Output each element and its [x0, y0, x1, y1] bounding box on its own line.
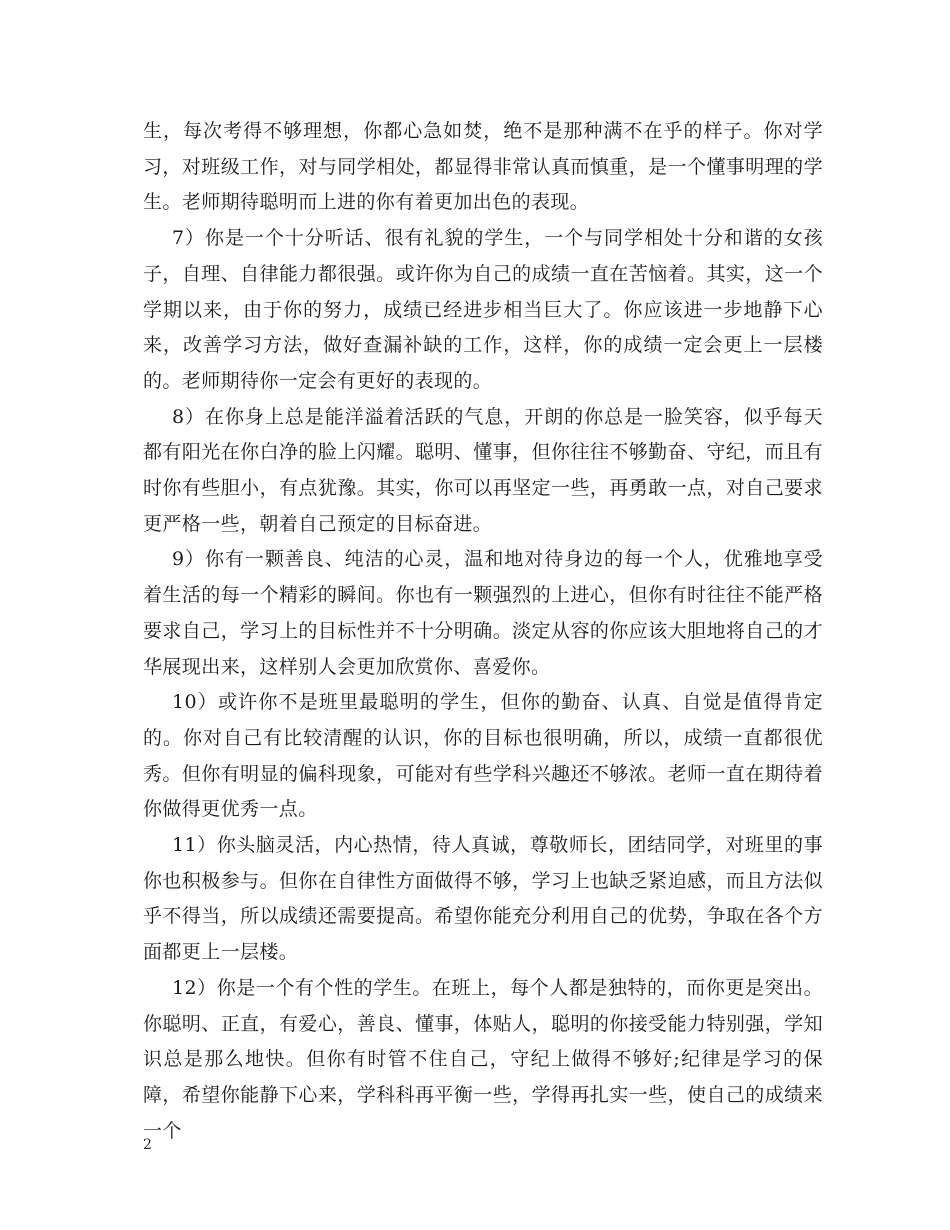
paragraph-comment-12: 12）你是一个有个性的学生。在班上，每个人都是独特的，而你更是突出。你聪明、正直，有爱心，善良、懂事，体贴人，聪明的你接受能力特别强，学知识总是那么地快。但你有时管不住自己，守纪上做得不够好;纪律是学习的保障，希望你能静下心来，学科科再平衡一些，学得再扎实一些，使自己的成绩来一个 [143, 976, 823, 1142]
document-body [143, 114, 823, 1149]
paragraph-comment-7: 7）你是一个十分听话、很有礼貌的学生，一个与同学相处十分和谐的女孩子，自理、自律能力都很强。或许你为自己的成绩一直在苦恼着。其实，这一个学期以来，由于你的努力，成绩已经进步相当巨大了。你应该进一步地静下心来，改善学习方法，做好查漏补缺的工作，这样，你的成绩一定会更上一层楼的。老师期待你一定会有更好的表现的。 [143, 227, 823, 392]
paragraph-comment-11: 11）你头脑灵活，内心热情，待人真诚，尊敬师长，团结同学，对班里的事你也积极参与。但你在自律性方面做得不够，学习上也缺乏紧迫感，而且方法似乎不得当，所以成绩还需要提高。希望你能充分利用自己的优势，争取在各个方面都更上一层楼。 [143, 834, 823, 964]
paragraph-comment-9: 9）你有一颗善良、纯洁的心灵，温和地对待身边的每一个人，优雅地享受着生活的每一个精彩的瞬间。你也有一颗强烈的上进心，但你有时往往不能严格要求自己，学习上的目标性并不十分明确。淡定从容的你应该大胆地将自己的才华展现出来，这样别人会更加欣赏你、喜爱你。 [143, 548, 823, 678]
paragraph-continuation: 生，每次考得不够理想，你都心急如焚，绝不是那种满不在乎的样子。你对学习，对班级工作，对与同学相处，都显得非常认真而慎重，是一个懂事明理的学生。老师期待聪明而上进的你有着更加出色的表现。 [143, 120, 823, 214]
paragraph-comment-10: 10）或许你不是班里最聪明的学生，但你的勤奋、认真、自觉是值得肯定的。你对自己有比较清醒的认识，你的目标也很明确，所以，成绩一直都很优秀。但你有明显的偏科现象，可能对有些学科兴趣还不够浓。老师一直在期待着你做得更优秀一点。 [143, 691, 823, 821]
page-number: 2 [143, 1137, 152, 1153]
paragraph-comment-8: 8）在你身上总是能洋溢着活跃的气息，开朗的你总是一脸笑容，似乎每天都有阳光在你白净的脸上闪耀。聪明、懂事，但你往往不够勤奋、守纪，而且有时你有些胆小，有点犹豫。其实，你可以再坚定一些，再勇敢一点，对自己要求更严格一些，朝着自己预定的目标奋进。 [143, 405, 823, 535]
